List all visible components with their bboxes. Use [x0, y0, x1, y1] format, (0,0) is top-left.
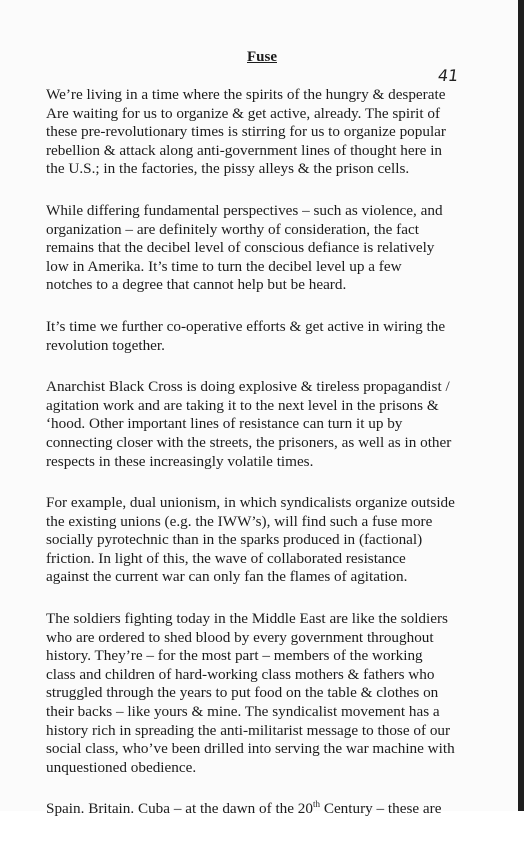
text-fragment: Spain. Britain. Cuba – at the dawn of the 20: [46, 800, 313, 818]
text-line: rebellion & attack along anti-government lines of thought here in: [46, 141, 443, 159]
text-line: unquestioned obedience.: [46, 758, 197, 776]
text-line: [46, 800, 466, 819]
text-line: organization – are definitely worthy of consideration, the fact: [46, 220, 419, 238]
text-line: the U.S.; in the factories, the pissy alleys & the prison cells.: [46, 160, 410, 178]
text-line: who are ordered to shed blood by every government throughout: [46, 628, 434, 646]
paragraph: [46, 86, 466, 179]
text-line: remains that the decibel level of conscious defiance is relatively: [46, 239, 435, 257]
text-line: low in Amerika. It’s time to turn the decibel level up a few: [46, 257, 402, 275]
paragraph: [46, 378, 466, 471]
paragraph: [46, 202, 466, 295]
text-line: Are waiting for us to organize & get active, already. The spirit of: [46, 104, 441, 122]
text-line: struggled through the years to put food on the table & clothes on: [46, 684, 439, 702]
text-line: Anarchist Black Cross is doing explosive & tireless propagandist /: [46, 378, 450, 396]
text-line: history. They’re – for the most part – members of the working: [46, 647, 423, 665]
text-line: notches to a degree that cannot help but be heard.: [46, 276, 347, 294]
text-line: the existing unions (e.g. the IWW’s), will find such a fuse more: [46, 512, 433, 530]
text-line: The soldiers fighting today in the Middle East are like the soldiers: [46, 610, 448, 628]
text-line: agitation work and are taking it to the next level in the prisons &: [46, 396, 439, 414]
text-line: revolution together.: [46, 336, 165, 354]
paragraph: [46, 318, 466, 355]
text-line: It’s time we further co-operative efforts & get active in wiring the: [46, 317, 446, 335]
page-number: 41: [436, 66, 460, 85]
text-line: friction. In light of this, the wave of collaborated resistance: [46, 549, 406, 567]
text-line: While differing fundamental perspectives – such as violence, and: [46, 201, 443, 219]
scan-edge: [518, 0, 524, 811]
text-line: social class, who’ve been drilled into serving the war machine with: [46, 740, 455, 758]
text-line: against the current war can only fan the flames of agitation.: [46, 568, 408, 586]
text-line: connecting closer with the streets, the prisoners, as well as in other: [46, 433, 452, 451]
text-line: socially pyrotechnic than in the sparks produced in (factional): [46, 531, 423, 549]
text-line: these pre-revolutionary times is stirring for us to organize popular: [46, 123, 446, 141]
paragraph: [46, 800, 466, 819]
paragraph: [46, 610, 466, 777]
page-title: Fuse: [247, 49, 277, 65]
text-line: respects in these increasingly volatile times.: [46, 452, 314, 470]
text-line: their backs – like yours & mine. The syndicalist movement has a: [46, 703, 440, 721]
text-line: ‘hood. Other important lines of resistance can turn it up by: [46, 415, 403, 433]
document-body: [46, 86, 466, 842]
text-fragment: Century – these are: [320, 800, 442, 818]
text-line: For example, dual unionism, in which syndicalists organize outside: [46, 494, 455, 512]
text-line: history rich in spreading the anti-militarist message to those of our: [46, 721, 451, 739]
superscript: th: [313, 799, 321, 810]
paragraph: [46, 494, 466, 587]
text-line: class and children of hard-working class mothers & fathers who: [46, 665, 435, 683]
text-line: We’re living in a time where the spirits of the hungry & desperate: [46, 86, 446, 103]
